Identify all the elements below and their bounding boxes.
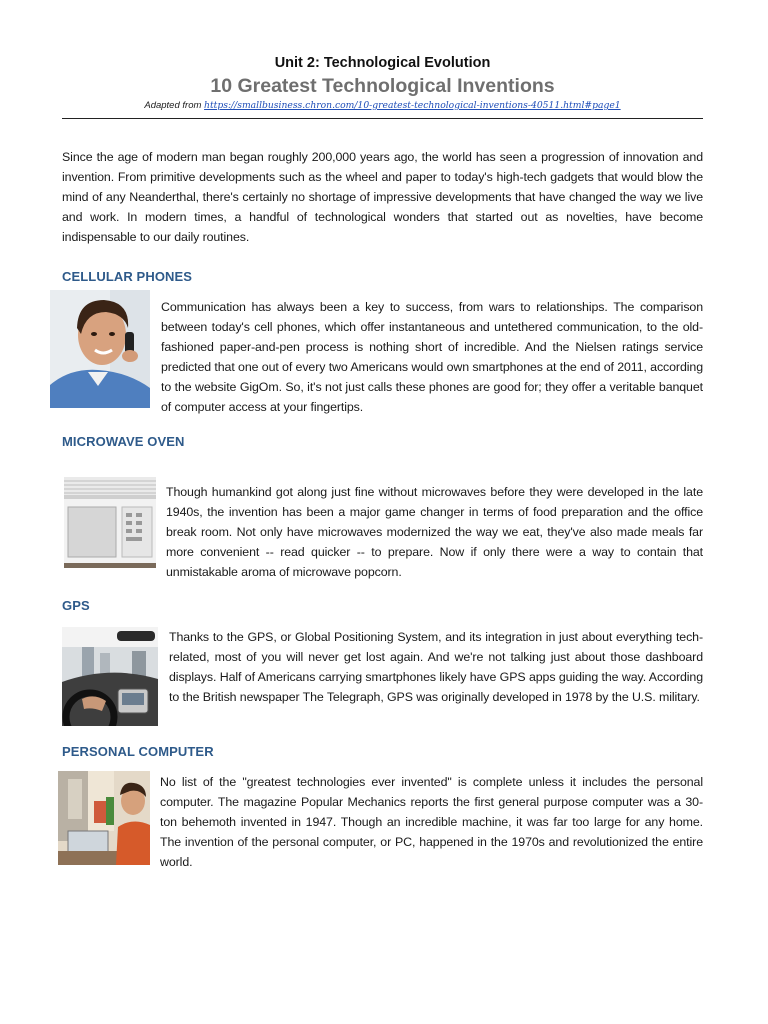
microwave-oven-image xyxy=(64,477,156,568)
cellular-phones-paragraph: Communication has always been a key to success, from wars to relationships. The comparison between today's cell phones, which offer instantaneous and untethered communication, to the old-fashioned paper-and-pen process is nothing short of incredible. And the Nielsen ratings service predicted that one out of every two Americans would own smartphones at the end of 2011, according to the website GigOm. So, it's not just calls these phones are good for; they offer a veritable banquet of computer access at your fingertips. xyxy=(161,300,703,414)
source-link[interactable]: https://smallbusiness.chron.com/10-greatest-technological-inventions-40511.html#page1 xyxy=(204,100,621,111)
cell-phone-man-image xyxy=(50,290,150,408)
personal-computer-paragraph: No list of the "greatest technologies ever invented" is complete unless it includes the personal computer. The magazine Popular Mechanics reports the first general purpose computer was a 30-ton behemoth invented in 1947. Though an incredible machine, it was far too large for any home. The invention of the personal computer, or PC, happened in the 1970s and revolutionized the entire world. xyxy=(160,775,703,869)
adapted-label: Adapted from xyxy=(144,100,202,111)
section-title-personal-computer: PERSONAL COMPUTER xyxy=(62,744,214,759)
header-divider xyxy=(62,118,703,119)
document-header xyxy=(62,54,703,112)
section-title-microwave-oven: MICROWAVE OVEN xyxy=(62,434,185,449)
gps-car-dashboard-image xyxy=(62,627,158,726)
source-line xyxy=(62,100,703,112)
section-title-gps: GPS xyxy=(62,598,90,613)
gps-paragraph: Thanks to the GPS, or Global Positioning System, and its integration in just about everything tech-related, most of you will never get lost again. And we're not talking just about those dashboard displays. Half of Americans carrying smartphones likely have GPS apps guiding the way. According to the British newspaper The Telegraph, GPS was originally developed in 1978 by the U.S. military. xyxy=(169,630,703,704)
intro-paragraph: Since the age of modern man began roughly 200,000 years ago, the world has seen a progression of innovation and invention. From primitive developments such as the wheel and paper to today's high-tech gadgets that would blow the mind of any Neanderthal, there's certainly no shortage of impressive developments that have changed the way we live and work. In modern times, a handful of technological wonders that started out as novelties, have become indispensable to our daily routines. xyxy=(62,150,703,244)
microwave-oven-paragraph: Though humankind got along just fine without microwaves before they were developed in the late 1940s, the invention has been a major game changer in terms of food preparation and the office break room. Not only have microwaves modernized the way we eat, they've also made meals far more convenient -- read quicker -- to prepare. Now if only there were a way to contain that unmistakable aroma of microwave popcorn. xyxy=(166,485,703,579)
unit-heading: Unit 2: Technological Evolution xyxy=(274,55,491,71)
personal-computer-image xyxy=(58,771,150,865)
section-title-cellular-phones: CELLULAR PHONES xyxy=(62,269,193,284)
page-title: 10 Greatest Technological Inventions xyxy=(210,75,555,97)
